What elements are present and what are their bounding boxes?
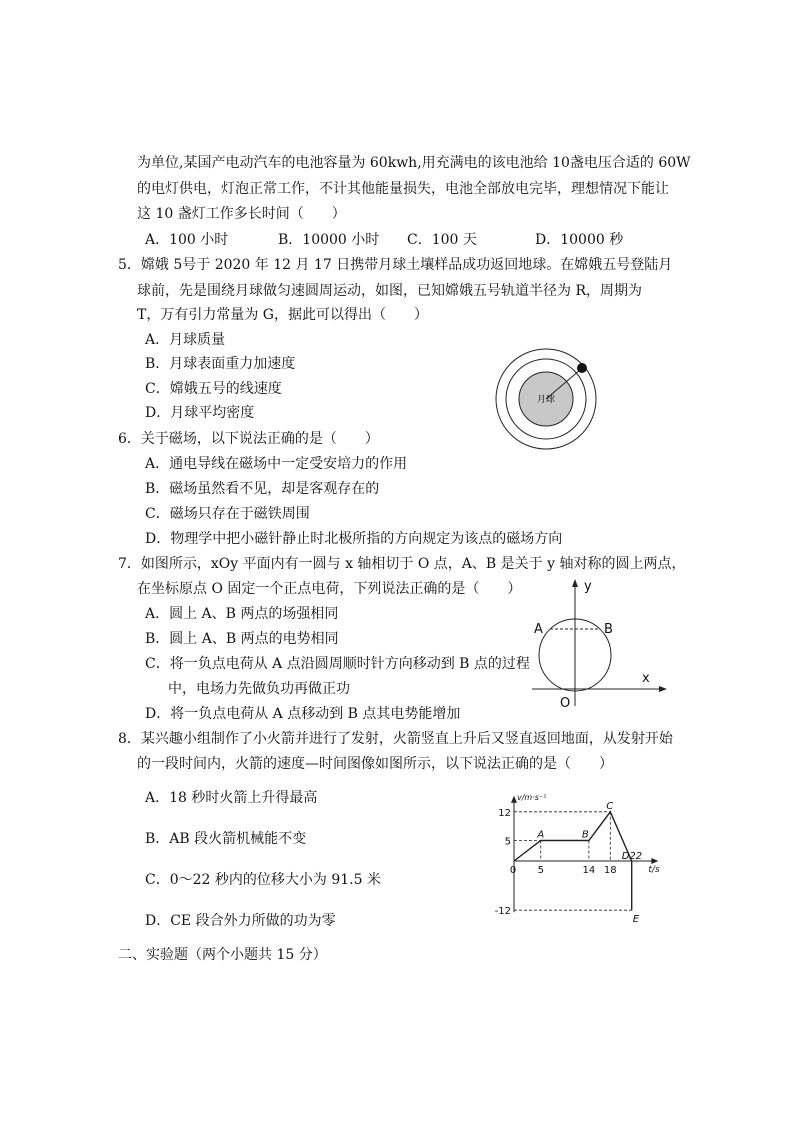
point-d-label: D22 [621, 851, 643, 862]
q7-stem-line-1: 7．如图所示，xOy 平面内有一圆与 x 轴相切于 O 点，A、B 是关于 y 轴对称的圆上两点， [118, 556, 686, 572]
q6-option-b: B．磁场虽然看不见，却是客观存在的 [145, 481, 380, 497]
q6-option-d: D．物理学中把小磁针静止时北极所指的方向规定为该点的磁场方向 [145, 531, 563, 547]
q5-option-c: C．嫦娥五号的线速度 [145, 381, 282, 397]
q7-option-c-cont: 中，电场力先做负功再做正功 [168, 681, 350, 697]
q4-line-3: 这 10 盏灯工作多长时间（ ） [137, 206, 346, 222]
q5-stem-line-3: T，万有引力常量为 G，据此可以得出（ ） [137, 307, 428, 323]
x-tick-5: 5 [537, 865, 544, 876]
point-a-label: A [534, 622, 543, 637]
point-e-label: E [632, 914, 640, 926]
x-tick-18: 18 [603, 865, 617, 876]
q8-stem-line-2: 的一段时间内，火箭的速度—时间图像如图所示，以下说法正确的是（ ） [137, 756, 613, 772]
y-axis-label: y [584, 579, 592, 594]
origin-label: O [560, 696, 571, 711]
point-b-label: B [604, 622, 613, 637]
x-axis-arrow-icon [651, 858, 658, 864]
q5-option-d: D．月球平均密度 [145, 405, 255, 421]
q4-option-a: A．100 小时 [145, 232, 229, 248]
y-tick-5: 5 [504, 836, 511, 848]
q8-option-d: D．CE 段合外力所做的功为零 [145, 913, 336, 929]
q8-option-c: C．0～22 秒内的位移大小为 91.5 米 [145, 872, 381, 888]
x-axis-label: t/s [648, 865, 660, 875]
q6-option-c: C．磁场只存在于磁铁周围 [145, 506, 310, 522]
q4-line-2: 的电灯供电，灯泡正常工作，不计其他能量损失，电池全部放电完毕，理想情况下能让 [137, 181, 669, 197]
point-b-label: B [581, 829, 589, 841]
q7-option-c: C．将一负点电荷从 A 点沿圆周顺时针方向移动到 B 点的过程 [145, 656, 530, 672]
q6-option-a: A．通电导线在磁场中一定受安培力的作用 [145, 456, 408, 472]
q4-line-1: 为单位,某国产电动汽车的电池容量为 60kwh,用充满电的该电池给 10盏电压合适的 60W [137, 155, 691, 171]
q8-stem-line-1: 8．某兴趣小组制作了小火箭并进行了发射，火箭竖直上升后又竖直返回地面，从发射开始 [118, 731, 673, 747]
x-tick-0: 0 [509, 865, 517, 876]
q5-stem-line-1: 5．嫦娥 5号于 2020 年 12 月 17 日携带月球土壤样品成功返回地球。在嫦娥五号登陆月 [118, 257, 673, 273]
q7-option-a: A．圆上 A、B 两点的场强相同 [145, 606, 339, 622]
q6-stem: 6．关于磁场，以下说法正确的是（ ） [118, 431, 379, 447]
probe-icon [577, 363, 587, 373]
q4-option-b: B．10000 小时 [278, 232, 380, 248]
q4-option-d: D．10000 秒 [535, 232, 624, 248]
y-axis-arrow-icon [572, 579, 578, 587]
xoy-circle-figure [528, 576, 670, 710]
q7-option-d: D．将一负点电荷从 A 点移动到 B 点其电势能增加 [145, 706, 461, 722]
y-tick-12: 12 [498, 807, 511, 819]
q4-option-c: C．100 天 [407, 232, 477, 248]
point-c-label: C [606, 800, 614, 812]
q7-option-b: B．圆上 A、B 两点的电势相同 [145, 631, 339, 647]
point-a-label: A [537, 829, 545, 841]
q8-option-a: A．18 秒时火箭上升得最高 [145, 790, 318, 806]
q8-option-b: B．AB 段火箭机械能不变 [145, 831, 307, 847]
velocity-time-chart [494, 785, 667, 927]
q7-stem-line-2: 在坐标原点 O 固定一个正点电荷，下列说法正确的是（ ） [137, 581, 522, 597]
y-tick-neg12: -12 [494, 906, 511, 918]
moon-label: 月球 [536, 395, 556, 405]
q5-option-b: B．月球表面重力加速度 [145, 356, 296, 372]
y-axis-label: v/m·s⁻¹ [517, 792, 547, 802]
x-axis-label: x [642, 671, 650, 686]
moon-orbit-figure [495, 350, 605, 456]
x-tick-14: 14 [582, 865, 596, 876]
q5-stem-line-2: 球前，先是围绕月球做匀速圆周运动，如图，已知嫦娥五号轨道半径为 R，周期为 [137, 283, 642, 299]
section-2-heading: 二、实验题（两个小题共 15 分） [118, 947, 327, 963]
x-axis-arrow-icon [659, 686, 667, 692]
q5-option-a: A．月球质量 [145, 332, 226, 348]
